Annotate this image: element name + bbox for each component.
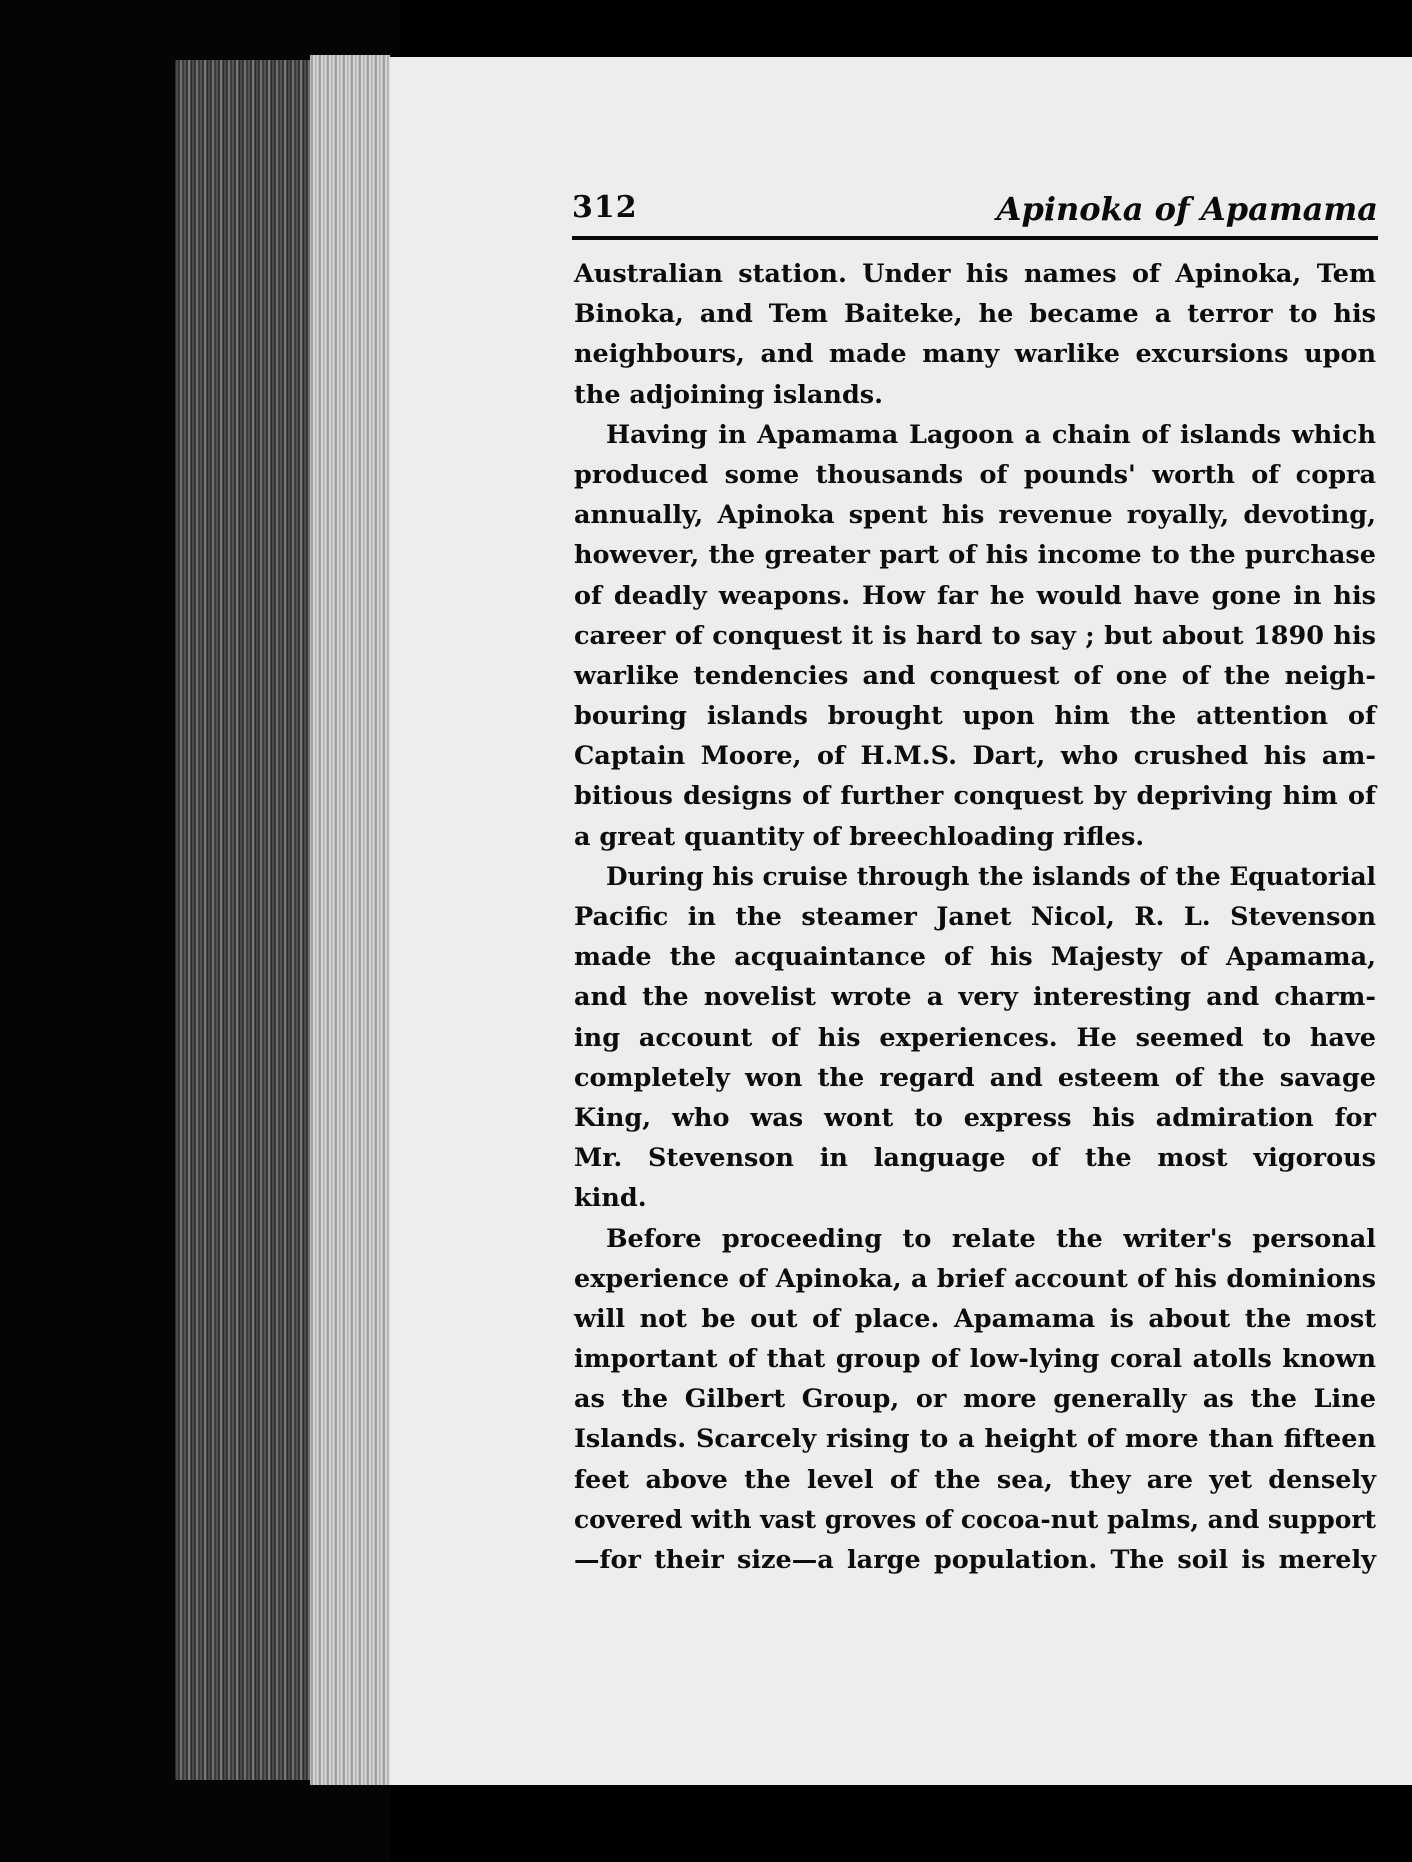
text-line: feet above the level of the sea, they are yet densely: [574, 1464, 1376, 1495]
text-line: and the novelist wrote a very interesting and charm-: [574, 982, 1376, 1013]
text-line: Having in Apamama Lagoon a chain of islands which: [606, 419, 1376, 450]
text-line: career of conquest it is hard to say ; but about 1890 his: [574, 620, 1376, 651]
text-line: neighbours, and made many warlike excursions upon: [574, 339, 1376, 370]
text-line: bitious designs of further conquest by depriving him of: [574, 781, 1376, 812]
text-line: annually, Apinoka spent his revenue royally, devoting,: [574, 500, 1376, 531]
text-line: experience of Apinoka, a brief account of his dominions: [574, 1263, 1376, 1294]
page-number: 312: [572, 190, 638, 225]
running-head: Apinoka of Apamama: [996, 190, 1378, 228]
text-line: King, who was wont to express his admiration for: [574, 1102, 1376, 1133]
text-line: Binoka, and Tem Baiteke, he became a terror to his: [574, 299, 1376, 330]
text-line: made the acquaintance of his Majesty of Apamama,: [574, 942, 1376, 973]
text-line: kind.: [574, 1183, 647, 1214]
text-line: produced some thousands of pounds' worth of copra: [574, 459, 1376, 490]
text-line: of deadly weapons. How far he would have gone in his: [574, 580, 1376, 611]
text-line: During his cruise through the islands of the Equatorial: [606, 861, 1376, 891]
text-line: will not be out of place. Apamama is about the most: [574, 1303, 1376, 1334]
body-text: [574, 254, 1376, 1580]
page-header: [572, 190, 1378, 240]
text-line: Before proceeding to relate the writer's personal: [606, 1223, 1376, 1254]
text-line: Islands. Scarcely rising to a height of more than fifteen: [574, 1424, 1376, 1455]
text-line: however, the greater part of his income to the purchase: [574, 540, 1376, 571]
text-line: completely won the regard and esteem of the savage: [574, 1062, 1376, 1093]
text-line: covered with vast groves of cocoa-nut palms, and support: [574, 1504, 1376, 1534]
text-line: as the Gilbert Group, or more generally as the Line: [574, 1384, 1376, 1415]
text-line: important of that group of low-lying coral atolls known: [574, 1344, 1376, 1375]
page-edges-highlight: [310, 55, 390, 1785]
text-line: ing account of his experiences. He seemed to have: [574, 1022, 1376, 1053]
bottom-shadow: [390, 1785, 1412, 1862]
text-line: Pacific in the steamer Janet Nicol, R. L. Stevenson: [574, 902, 1376, 932]
text-line: Australian station. Under his names of Apinoka, Tem: [574, 259, 1376, 289]
text-line: bouring islands brought upon him the attention of: [574, 701, 1376, 732]
text-line: a great quantity of breechloading rifles.: [574, 821, 1145, 852]
text-line: Captain Moore, of H.M.S. Dart, who crushed his am-: [574, 741, 1376, 772]
text-line: —for their size—a large population. The soil is merely: [574, 1545, 1376, 1575]
text-line: the adjoining islands.: [574, 379, 884, 410]
text-line: Mr. Stevenson in language of the most vigorous: [574, 1143, 1376, 1174]
text-line: warlike tendencies and conquest of one of the neigh-: [574, 660, 1376, 691]
